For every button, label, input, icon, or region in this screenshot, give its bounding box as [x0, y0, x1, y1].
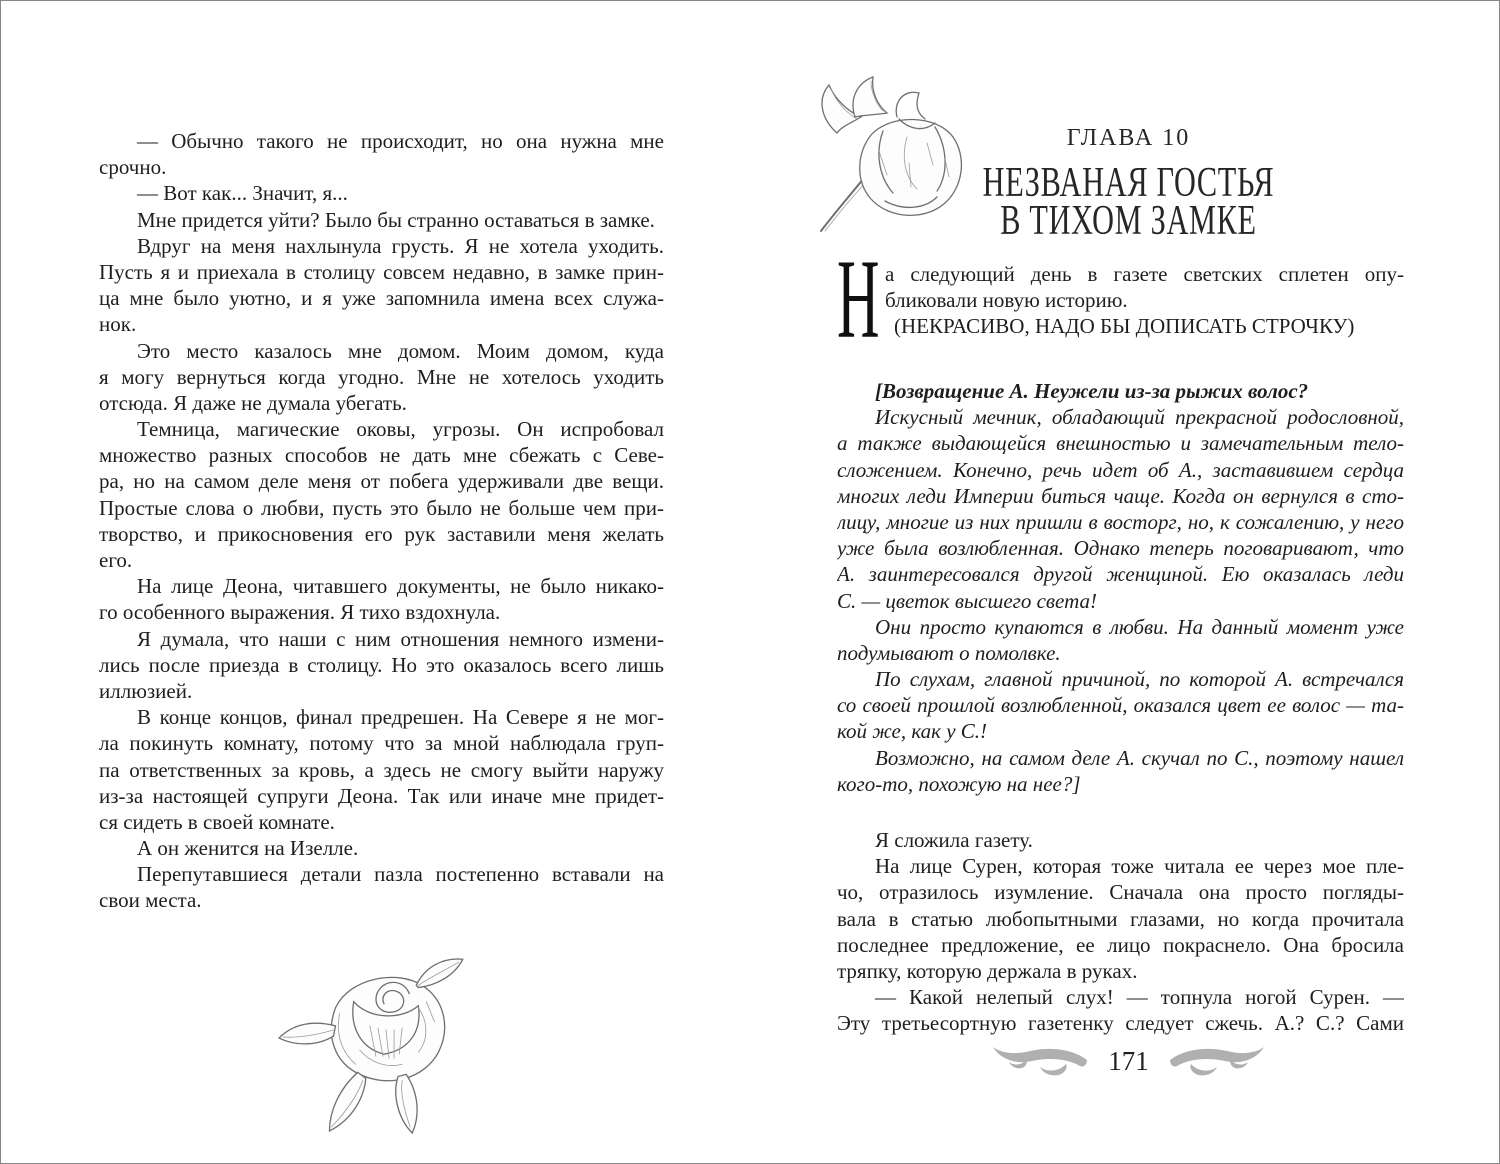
left-page-text [99, 128, 664, 914]
text-line: его. [99, 548, 133, 572]
text-line: тряпку, которую держала в руках. [837, 958, 1138, 983]
text-line: Эту третьесортную газетенку следует сжечь. А.? С.? Сами [837, 1011, 1404, 1036]
page-footer [845, 1046, 1412, 1076]
text-line: Я думала, что наши с ним отношения немного измени- [137, 626, 664, 651]
text-line: Искусный мечник, обладающий прекрасной родословной, [875, 405, 1404, 430]
text-line: Вдруг на меня нахлынула грусть. Я не хотела уходить. [137, 233, 664, 258]
intro-paragraph [837, 237, 1404, 362]
text-line: па ответственных за кровь, а здесь не смогу выйти наружу [99, 757, 664, 782]
text-line: ла покинуть комнату, потому что за мной наблюдала груп- [99, 731, 664, 756]
text-line: а следующий день в газете светских сплетен опу- [885, 262, 1404, 286]
newspaper-excerpt [837, 378, 1404, 797]
rose-illustration [263, 929, 509, 1141]
text-line: Простые слова о любви, пусть это было не больше чем при- [99, 495, 664, 520]
text-line: Мне придется уйти? Было бы странно оставаться в замке. [137, 207, 655, 232]
text-line: иллюзией. [99, 678, 193, 703]
text-line: сложением. Конечно, речь идет об А., заставившем сердца [837, 457, 1404, 482]
drop-cap: Н [837, 237, 880, 362]
text-line: подумывают о помолвке. [837, 640, 1061, 665]
chapter-kicker: ГЛАВА 10 [1066, 125, 1191, 151]
text-line: со своей прошлой возлюбленной, оказался цвет ее волос — та- [837, 693, 1404, 718]
text-line: кой же, как у С.! [837, 719, 988, 744]
text-line: А. заинтересовался другой женщиной. Ею оказалась леди [837, 562, 1404, 587]
text-line: из-за настоящей супруги Деона. Так или иначе мне придет- [99, 783, 664, 808]
chapter-title-line-1: НЕЗВАНАЯ ГОСТЬЯ [982, 160, 1275, 206]
text-line: го особенного выражения. Я тихо вздохнула. [99, 600, 501, 625]
text-line: многих леди Империи биться чаще. Когда он вернулся в сто- [837, 483, 1404, 508]
intro-lines [837, 237, 1404, 362]
text-line: последнее предложение, ее лицо покраснело. Она бросила [837, 932, 1404, 957]
text-line: — Вот как... Значит, я... [137, 181, 348, 206]
text-line: уже была возлюбленная. Однако теперь поговаривают, что [837, 536, 1404, 561]
text-line: а также выдающейся внешностью и замечательным тело- [837, 431, 1404, 456]
text-line: вала в статью любопытными глазами, но когда прочитала [837, 906, 1404, 931]
text-line: я могу вернуться когда угодно. Мне не хотелось уходить [99, 364, 664, 389]
text-line: чо, отразилось изумление. Сначала она просто погляды- [837, 880, 1404, 905]
text-line: Возможно, на самом деле А. скучал по С., поэтому нашел [875, 745, 1404, 770]
text-line: С. — цветок высшего света! [837, 588, 1097, 613]
text-line: Я сложила газету. [875, 828, 1033, 852]
text-line: кого-то, похожую на нее?] [837, 771, 1081, 796]
text-line: творство, и прикосновения его рук заставили меня желать [99, 521, 664, 546]
text-line: Перепутавшиеся детали пазла постепенно вставали на [137, 862, 664, 887]
text-line: Темница, магические оковы, угрозы. Он испробовал [137, 417, 664, 442]
right-page-text [837, 827, 1404, 1037]
text-line: Это место казалось мне домом. Моим домом, куда [137, 338, 664, 363]
text-line: нок. [99, 312, 137, 337]
text-line: (НЕКРАСИВО, НАДО БЫ ДОПИСАТЬ СТРОЧКУ) [894, 314, 1355, 339]
text-line: бликовали новую историю. [885, 288, 1128, 313]
text-line: множество разных способов не дать мне сбежать с Севе- [99, 443, 664, 468]
text-line: срочно. [99, 155, 167, 180]
text-line: отсюда. Я даже не думала убегать. [99, 390, 407, 415]
page-number: 171 [1108, 1046, 1149, 1076]
flourish-right-icon [1169, 1046, 1265, 1076]
text-line: В конце концов, финал предрешен. На Севере я не мог- [137, 705, 664, 730]
text-line: — Обычно такого не происходит, но она нужна мне [137, 129, 664, 153]
text-line: лицу, многие из них пришли в восторг, но, к сожалению, у него [837, 509, 1404, 534]
text-line: ца мне было уютно, и я уже запомнила имена всех служа- [99, 286, 664, 311]
flourish-left-icon [992, 1046, 1088, 1076]
text-line: На лице Деона, читавшего документы, не было никако- [137, 574, 664, 599]
text-line: лись после приезда в столицу. Но это оказалось всего лишь [99, 652, 664, 677]
text-line: [Возвращение А. Неужели из-за рыжих волос? [875, 379, 1309, 403]
text-line: На лице Сурен, которая тоже читала ее через мое пле- [875, 854, 1404, 879]
text-line: Пусть я и приехала в столицу совсем недавно, в замке прин- [99, 259, 664, 284]
text-line: А он женится на Изелле. [137, 836, 359, 861]
chapter-title-line-2: В ТИХОМ ЗАМКЕ [1000, 198, 1257, 244]
text-line: По слухам, главной причиной, по которой А. встречался [875, 667, 1404, 692]
text-line: ра, но на самом деле меня от побега удерживали две вещи. [99, 469, 664, 494]
text-line: — Какой нелепый слух! — топнула ногой Сурен. — [875, 985, 1404, 1010]
text-line: ся сидеть в своей комнате. [99, 809, 335, 834]
text-line: Они просто купаются в любви. На данный момент уже [875, 614, 1404, 639]
text-line: свои места. [99, 888, 202, 913]
